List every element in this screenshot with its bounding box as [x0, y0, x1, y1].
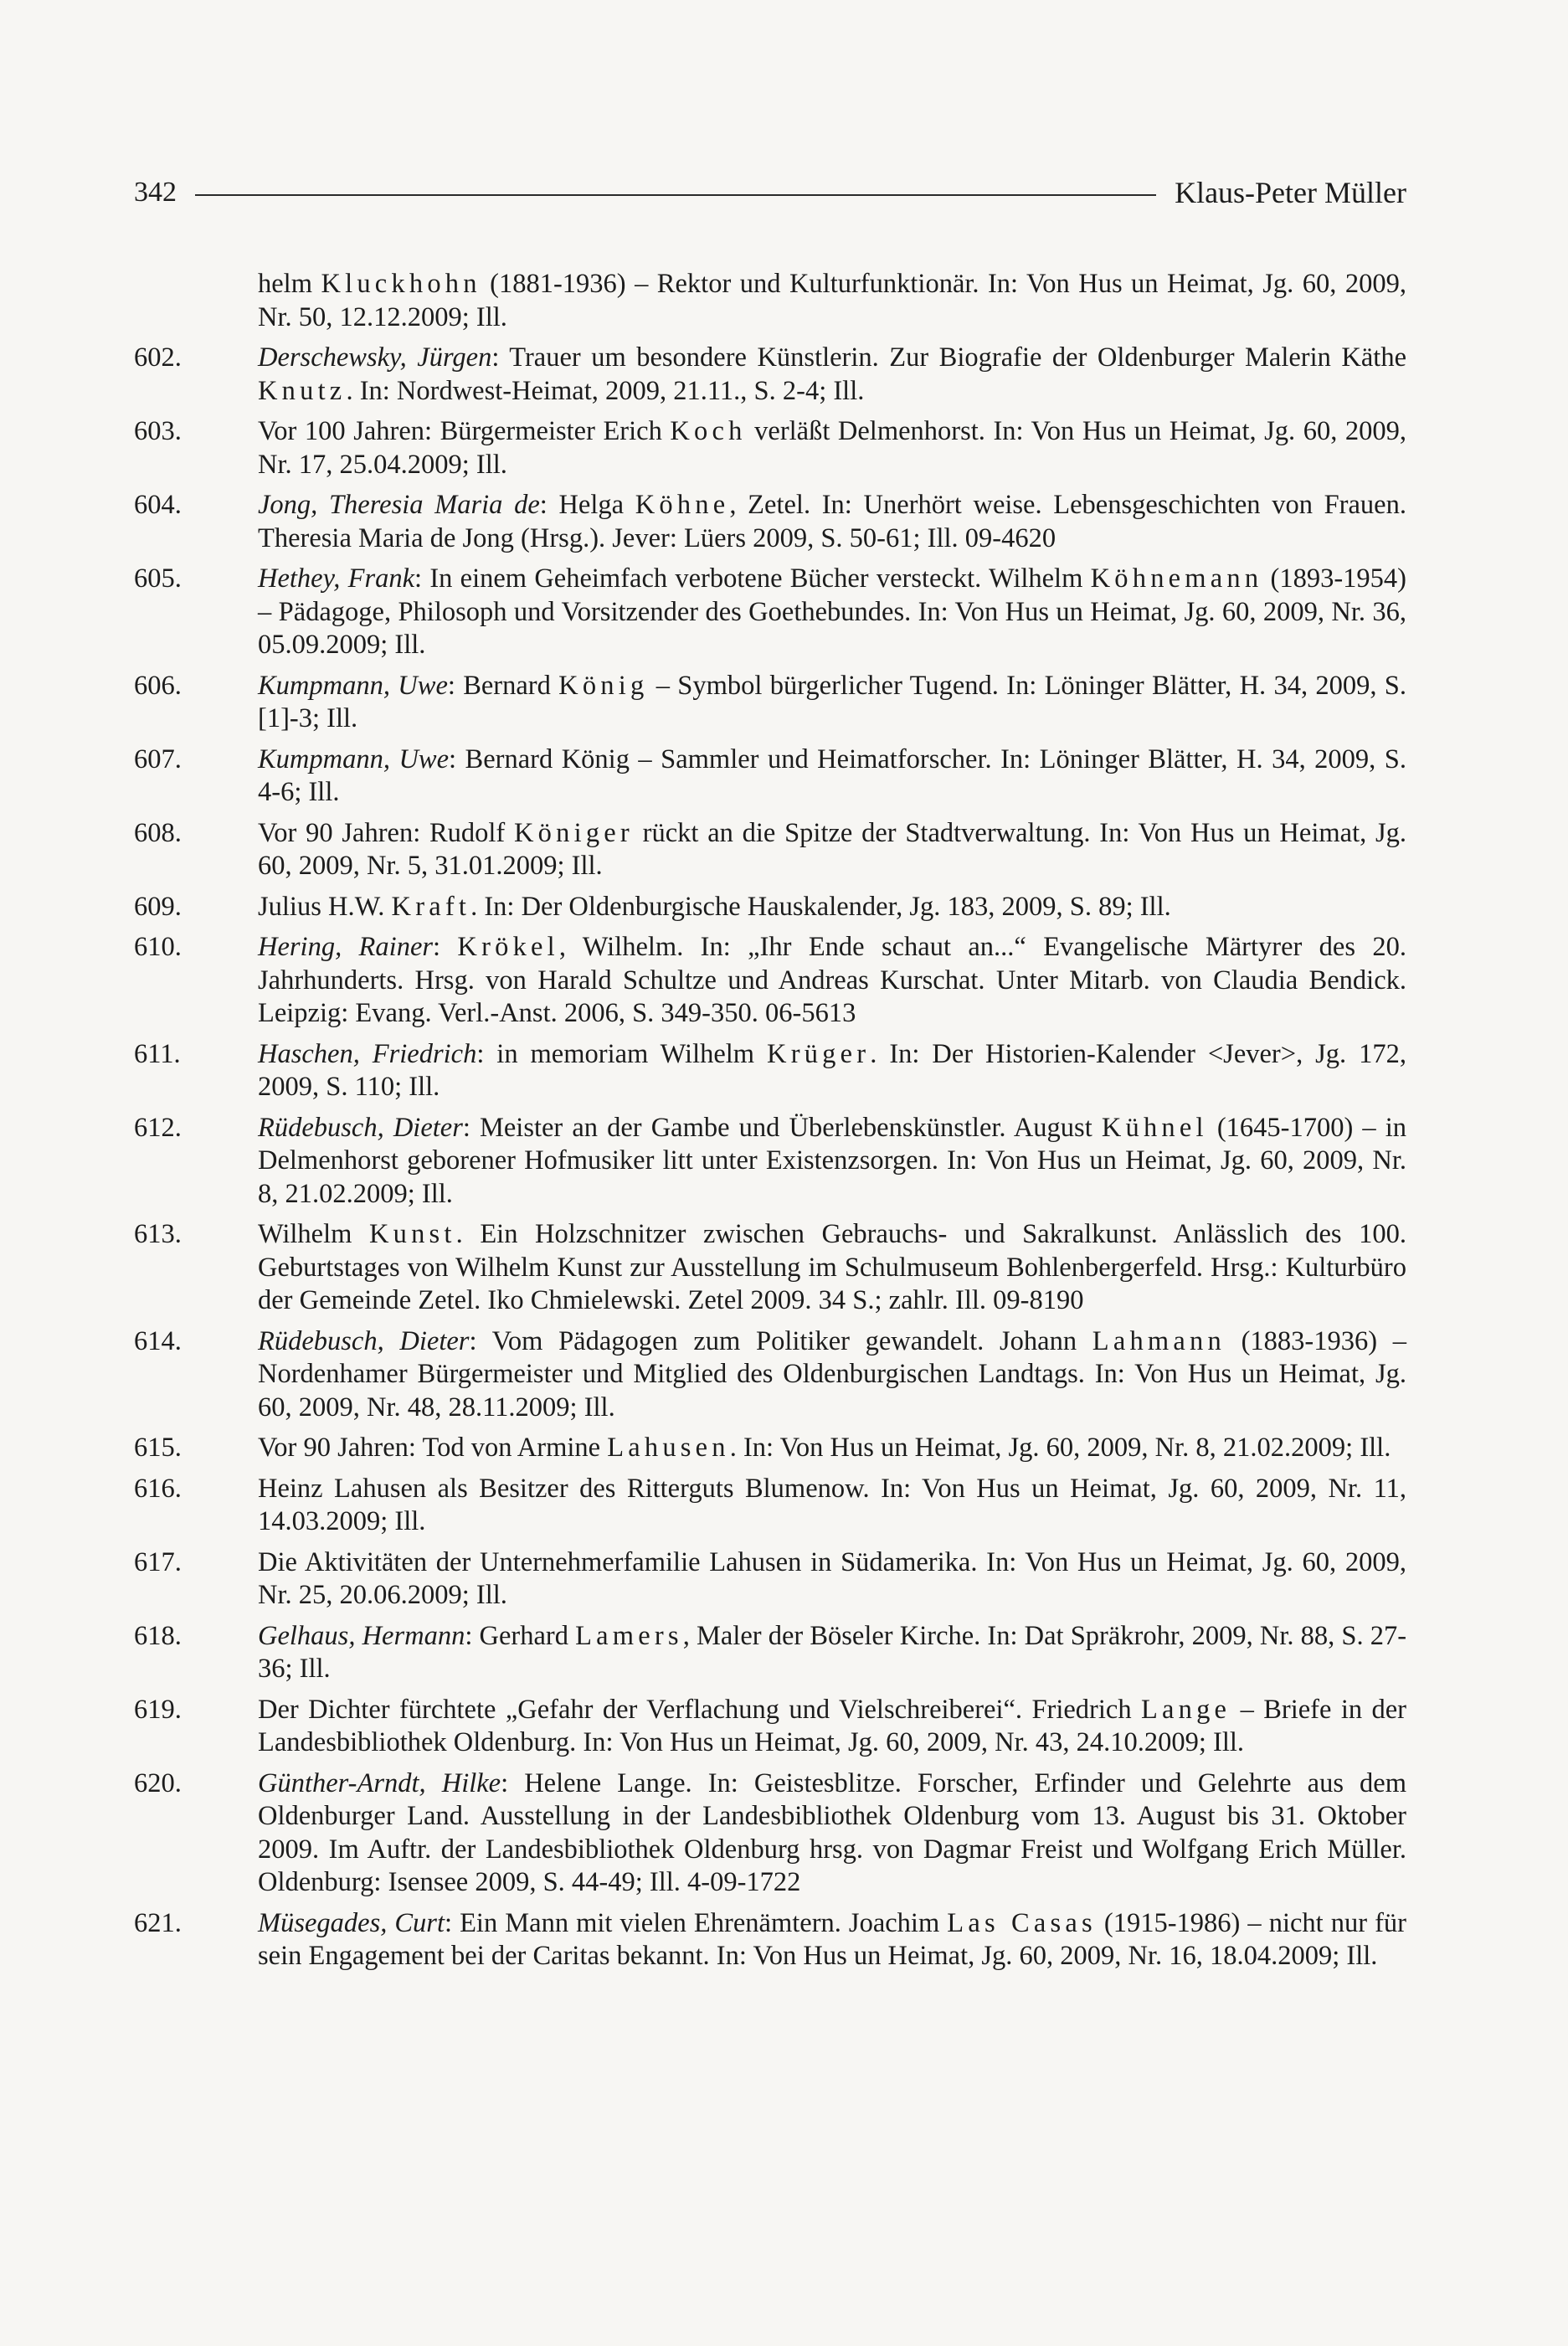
entry-text: [258, 931, 1414, 1031]
entry-author: Müsegades, Curt: [258, 1907, 445, 1938]
entry-text-segment: , Zetel. In: Unerhört weise. Lebensgeschichten von Frauen. Theresia Maria de Jong (Hrsg.). Jever: Lüers 2009, S. 50-61; Ill. 09-4620: [258, 490, 1413, 553]
entry-text-segment: . In: Nordwest-Heimat, 2009, 21.11., S. 2-4; Ill.: [346, 375, 865, 406]
bibliography-entry: [134, 1694, 1414, 1760]
entry-author: Kumpmann, Uwe: [258, 743, 450, 774]
entry-text-segment: helm: [258, 269, 321, 299]
entry-number: 603.: [134, 416, 182, 446]
bibliography-entry: [134, 563, 1414, 662]
entry-number: 611.: [134, 1038, 181, 1069]
entry-text: [258, 1325, 1414, 1425]
entry-text: [258, 743, 1414, 810]
entry-subject-name: Kühnel: [1101, 1112, 1208, 1143]
entry-number: 612.: [134, 1112, 182, 1143]
bibliography-entry: [134, 1620, 1406, 1686]
entry-number: 605.: [134, 563, 182, 594]
entry-author: Rüdebusch, Dieter: [258, 1325, 470, 1356]
entry-author: Rüdebusch, Dieter: [258, 1112, 463, 1143]
bibliography-entry: [134, 342, 1414, 408]
entry-text-segment: . In: Von Hus un Heimat, Jg. 60, 2009, Nr. 8, 21.02.2009; Ill.: [729, 1433, 1391, 1463]
entry-subject-name: Kunst: [368, 1219, 456, 1249]
entry-text-segment: Julius H.W.: [258, 891, 392, 922]
entry-author: Gelhaus, Hermann: [258, 1620, 465, 1651]
bibliography-entry: [134, 1767, 1414, 1900]
entry-text: [258, 1432, 1406, 1465]
entry-text-segment: verläßt Delmenhorst. In: Von Hus un Heimat, Jg. 60, 2009, Nr. 17, 25.04.2009; Ill.: [258, 416, 1414, 480]
entry-number: 620.: [134, 1767, 182, 1798]
entry-text-segment: Heinz Lahusen als Besitzer des Ritterguts Blumenow. In: Von Hus un Heimat, Jg. 60, 2009, Nr. 11, 14.03.2009; Ill.: [258, 1473, 1414, 1536]
entry-number: 610.: [134, 932, 182, 962]
entry-author: Haschen, Friedrich: [258, 1038, 477, 1069]
bibliography-entry: [134, 817, 1414, 883]
bibliography-entry: [134, 1907, 1414, 1973]
entry-text-segment: : Ein Mann mit vielen Ehrenämtern. Joachim: [445, 1907, 948, 1938]
bibliography-entry: [134, 1038, 1414, 1104]
entry-text-segment: Der Dichter fürchtete „Gefahr der Verflachung und Vielschreiberei“. Friedrich: [258, 1694, 1141, 1725]
entry-text-segment: : Trauer um besondere Künstlerin. Zur Biografie der Oldenburger Malerin Käthe: [491, 342, 1414, 373]
entry-text-segment: , Maler der Böseler Kirche. In: Dat Spräkrohr, 2009, Nr. 88, S. 27-36; Ill.: [258, 1620, 1407, 1684]
bibliography-entry: [134, 489, 1413, 555]
entry-number: 607.: [134, 743, 182, 774]
entry-subject-name: König: [558, 670, 649, 701]
entry-text-segment: : Bernard König – Sammler und Heimatforscher. In: Löninger Blätter, H. 34, 2009, S. 4-6; Ill.: [258, 743, 1414, 807]
entry-text-segment: . Ein Holzschnitzer zwischen Gebrauchs- und Sakralkunst. Anlässlich des 100. Geburtstages von Wilhelm Kunst zur Ausstellung im Schulmuseum Bohlenbergerfeld. Hrsg.: Kulturbüro der Gemeinde Zetel. Iko Chmielewski. Zetel 2009. 34 S.; zahlr. Ill. 09-8190: [258, 1219, 1414, 1315]
entry-author: Derschewsky, Jürgen: [258, 342, 492, 373]
entry-number: 602.: [134, 342, 182, 373]
entry-subject-name: Kraft: [391, 891, 471, 922]
entry-text: [258, 268, 1414, 334]
entry-number: 609.: [134, 891, 182, 922]
entry-text: [258, 817, 1414, 883]
entry-text-segment: Vor 90 Jahren: Tod von Armine: [258, 1433, 608, 1463]
running-head-author: Klaus-Peter Müller: [1175, 176, 1406, 209]
bibliography-entry: [134, 415, 1414, 481]
entry-text-segment: : Meister an der Gambe und Überlebenskünstler. August: [462, 1112, 1102, 1143]
entry-subject-name: Lange: [1140, 1694, 1231, 1725]
entry-text: [258, 1112, 1414, 1212]
bibliography-entry: [134, 1473, 1414, 1539]
entry-subject-name: Köhnemann: [1090, 563, 1263, 594]
entry-text: [258, 415, 1414, 481]
bibliography-entry: [134, 743, 1414, 810]
entry-text-segment: (1881-1936) – Rektor und Kulturfunktionär. In: Von Hus un Heimat, Jg. 60, 2009, Nr. 50, 12.12.2009; Ill.: [258, 269, 1414, 332]
bibliography-entry: [134, 268, 1414, 334]
entry-number: 613.: [134, 1219, 182, 1249]
bibliography-entry: [134, 1325, 1414, 1425]
bibliography-entry: [134, 1546, 1414, 1613]
entry-text-segment: (1883-1936) – Nordenhamer Bürgermeister und Mitglied des Oldenburgischen Landtags. In: Von Hus un Heimat, Jg. 60, 2009, Nr. 48, 28.11.2009; Ill.: [258, 1325, 1414, 1423]
entry-text: [258, 489, 1413, 555]
bibliography-entry: [134, 931, 1414, 1031]
entry-author: Jong, Theresia Maria de: [258, 490, 540, 520]
entry-number: 616.: [134, 1473, 182, 1504]
bibliography-entry: [134, 670, 1414, 736]
entry-text: [258, 1694, 1414, 1760]
entry-text: [258, 1907, 1414, 1973]
entry-text: [258, 891, 1406, 924]
bibliography-entry: [134, 891, 1406, 924]
entry-subject-name: Lahmann: [1092, 1325, 1226, 1356]
entry-subject-name: Kluckhohn: [321, 269, 481, 299]
entry-author: Hethey, Frank: [258, 563, 415, 594]
entry-text-segment: , Wilhelm. In: „Ihr Ende schaut an...“ Evangelische Märtyrer des 20. Jahrhunderts. Hrsg. von Harald Schultze und Andreas Kurschat. Unter Mitarb. von Claudia Bendick. Leipzig: Evang. Verl.-Anst. 2006, S. 349-350. 06-5613: [258, 932, 1414, 1028]
bibliography-entry: [134, 1432, 1406, 1465]
entry-subject-name: Krökel: [457, 932, 559, 962]
bibliography-entry: [134, 1218, 1414, 1318]
entry-text-segment: : in memoriam Wilhelm: [476, 1038, 768, 1069]
entry-text: [258, 342, 1414, 408]
entry-text-segment: . In: Der Oldenburgische Hauskalender, Jg. 183, 2009, S. 89; Ill.: [470, 891, 1171, 922]
entry-number: 614.: [134, 1325, 182, 1356]
entry-subject-name: Königer: [514, 817, 634, 848]
entry-text-segment: Wilhelm: [258, 1219, 369, 1249]
entry-text-segment: . In: Der Historien-Kalender <Jever>, Jg. 172, 2009, S. 110; Ill.: [258, 1038, 1414, 1102]
entry-text: [258, 563, 1414, 662]
entry-text-segment: : In einem Geheimfach verbotene Bücher versteckt. Wilhelm: [414, 563, 1091, 594]
entry-subject-name: Knutz: [258, 375, 347, 406]
entry-text-segment: Vor 100 Jahren: Bürgermeister Erich: [258, 416, 671, 446]
header-rule: [195, 194, 1156, 196]
entry-text-segment: : Helga: [539, 490, 635, 520]
entry-subject-name: Las Casas: [947, 1907, 1097, 1938]
entry-text: [258, 1620, 1406, 1686]
entry-number: 619.: [134, 1694, 182, 1725]
entry-text-segment: :: [433, 932, 458, 962]
entry-text-segment: (1915-1986) – nicht nur für sein Engagement bei der Caritas bekannt. In: Von Hus un Heimat, Jg. 60, 2009, Nr. 16, 18.04.2009; Ill.: [258, 1907, 1414, 1971]
entry-subject-name: Koch: [670, 416, 747, 446]
entry-text-segment: : Helene Lange. In: Geistesblitze. Forscher, Erfinder und Gelehrte aus dem Oldenburger Land. Ausstellung in der Landesbibliothek Oldenburg vom 13. August bis 31. Oktober 2009. Im Auftr. der Landesbibliothek Oldenburg hrsg. von Dagmar Freist und Wolfgang Erich Müller. Oldenburg: Isensee 2009, S. 44-49; Ill. 4-09-1722: [258, 1767, 1414, 1897]
entry-number: 621.: [134, 1907, 182, 1938]
entry-text: [258, 1546, 1414, 1613]
entry-text-segment: (1645-1700) – in Delmenhorst geborener Hofmusiker litt unter Existenzsorgen. In: Von Hus un Heimat, Jg. 60, 2009, Nr. 8, 21.02.2009; Ill.: [258, 1112, 1414, 1209]
entry-subject-name: Lamers: [575, 1620, 683, 1651]
entry-number: 617.: [134, 1546, 182, 1577]
bibliography-list: [134, 268, 1414, 1981]
running-header: [134, 167, 1406, 218]
entry-text-segment: : Bernard: [447, 670, 559, 701]
entry-number: 608.: [134, 817, 182, 848]
entry-text-segment: : Vom Pädagogen zum Politiker gewandelt. Johann: [469, 1325, 1092, 1356]
entry-text-segment: : Gerhard: [465, 1620, 576, 1651]
entry-subject-name: Lahusen: [607, 1433, 730, 1463]
entry-text-segment: Die Aktivitäten der Unternehmerfamilie Lahusen in Südamerika. In: Von Hus un Heimat, Jg. 60, 2009, Nr. 25, 20.06.2009; Ill.: [258, 1546, 1414, 1610]
entry-number: 615.: [134, 1433, 182, 1463]
entry-number: 604.: [134, 490, 182, 520]
entry-text-segment: rückt an die Spitze der Stadtverwaltung. In: Von Hus un Heimat, Jg. 60, 2009, Nr. 5, 31.01.2009; Ill.: [258, 817, 1414, 881]
entry-text-segment: Vor 90 Jahren: Rudolf: [258, 817, 515, 848]
page-number: 342: [134, 177, 177, 208]
entry-text: [258, 1218, 1414, 1318]
entry-text: [258, 670, 1414, 736]
entry-subject-name: Krüger: [767, 1038, 871, 1069]
entry-author: Hering, Rainer: [258, 932, 434, 962]
entry-text-segment: (1893-1954) – Pädagoge, Philosoph und Vorsitzender des Goethebundes. In: Von Hus un Heimat, Jg. 60, 2009, Nr. 36, 05.09.2009; Ill.: [258, 563, 1414, 660]
entry-number: 618.: [134, 1620, 182, 1651]
entry-subject-name: Köhne: [635, 490, 730, 520]
entry-author: Günther-Arndt, Hilke: [258, 1767, 501, 1798]
entry-text-segment: – Briefe in der Landesbibliothek Oldenburg. In: Von Hus un Heimat, Jg. 60, 2009, Nr. 43, 24.10.2009; Ill.: [258, 1694, 1414, 1757]
entry-text: [258, 1038, 1414, 1104]
entry-text: [258, 1473, 1414, 1539]
entry-text-segment: – Symbol bürgerlicher Tugend. In: Löninger Blätter, H. 34, 2009, S. [1]-3; Ill.: [258, 670, 1414, 733]
entry-author: Kumpmann, Uwe: [258, 670, 448, 701]
entry-text: [258, 1767, 1414, 1900]
bibliography-entry: [134, 1112, 1414, 1212]
entry-number: 606.: [134, 670, 182, 701]
